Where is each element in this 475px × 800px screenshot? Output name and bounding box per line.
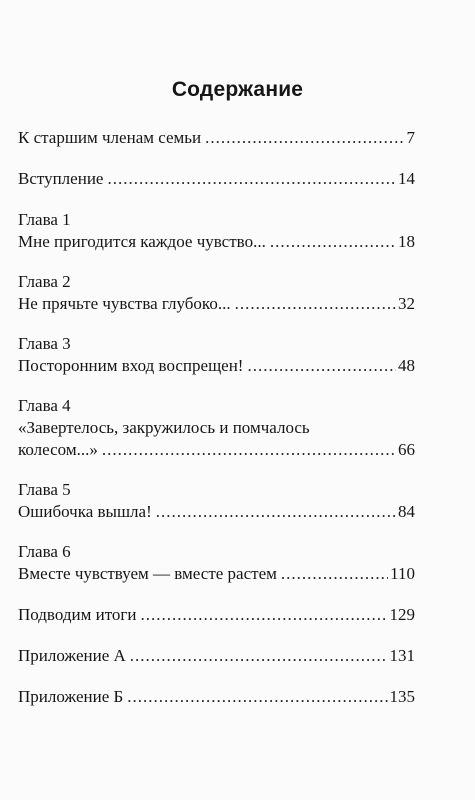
table-of-contents: [18, 127, 415, 708]
dot-leader: [127, 686, 387, 708]
toc-entry: [18, 686, 415, 708]
entry-title: К старшим членам семьи: [18, 128, 202, 147]
entry-title-line: «Завертелось, закружилось и помчалось: [18, 418, 310, 437]
dot-leader: [156, 501, 396, 523]
entry-page: 135: [389, 687, 415, 706]
toc-entry: [18, 168, 415, 190]
toc-entry: [18, 479, 415, 523]
entry-title: Мне пригодится каждое чувство...: [18, 232, 266, 251]
entry-title: Ошибочка вышла!: [18, 502, 152, 521]
entry-page: 66: [398, 440, 415, 459]
toc-line: [18, 439, 415, 461]
entry-page: 84: [398, 502, 415, 521]
toc-entry: [18, 127, 415, 149]
toc-line: [18, 645, 415, 667]
entry-page: 48: [398, 356, 415, 375]
page-title: Содержание: [171, 78, 304, 101]
toc-entry: [18, 645, 415, 667]
dot-leader: [141, 604, 388, 626]
dot-leader: [130, 645, 388, 667]
entry-page: 129: [389, 605, 415, 624]
entry-page: 18: [398, 232, 415, 251]
toc-entry: [18, 209, 415, 253]
chapter-label: Глава 4: [18, 396, 71, 415]
dot-leader: [102, 439, 396, 461]
entry-page: 14: [398, 169, 415, 188]
toc-entry: [18, 604, 415, 626]
dot-leader: [107, 168, 396, 190]
entry-page: 32: [398, 294, 415, 313]
toc-line: [18, 293, 415, 315]
dot-leader: [235, 293, 396, 315]
toc-entry: [18, 333, 415, 377]
toc-line: [18, 604, 415, 626]
toc-entry: [18, 541, 415, 585]
entry-page: 110: [390, 564, 415, 583]
dot-leader: [270, 231, 396, 253]
toc-line: [18, 563, 415, 585]
entry-title: Не прячьте чувства глубоко...: [18, 294, 231, 313]
toc-entry: [18, 395, 415, 461]
toc-line: [18, 127, 415, 149]
dot-leader: [247, 355, 396, 377]
chapter-label: Глава 3: [18, 334, 71, 353]
entry-page: 7: [406, 128, 415, 147]
entry-title: Посторонним вход воспрещен!: [18, 356, 244, 375]
entry-title: колесом...»: [18, 440, 98, 459]
chapter-label: Глава 5: [18, 480, 71, 499]
entry-title: Приложение Б: [18, 687, 124, 706]
toc-line: [18, 686, 415, 708]
toc-entry: [18, 271, 415, 315]
entry-title: Подводим итоги: [18, 605, 137, 624]
chapter-label: Глава 6: [18, 542, 71, 561]
toc-line: [18, 501, 415, 523]
entry-title: Вместе чувствуем — вместе растем: [18, 564, 277, 583]
dot-leader: [205, 127, 404, 149]
dot-leader: [281, 563, 388, 585]
entry-title: Приложение А: [18, 646, 126, 665]
toc-line: [18, 168, 415, 190]
chapter-label: Глава 2: [18, 272, 71, 291]
entry-title: Вступление: [18, 169, 104, 188]
chapter-label: Глава 1: [18, 210, 71, 229]
toc-line: [18, 231, 415, 253]
entry-page: 131: [389, 646, 415, 665]
toc-line: [18, 355, 415, 377]
